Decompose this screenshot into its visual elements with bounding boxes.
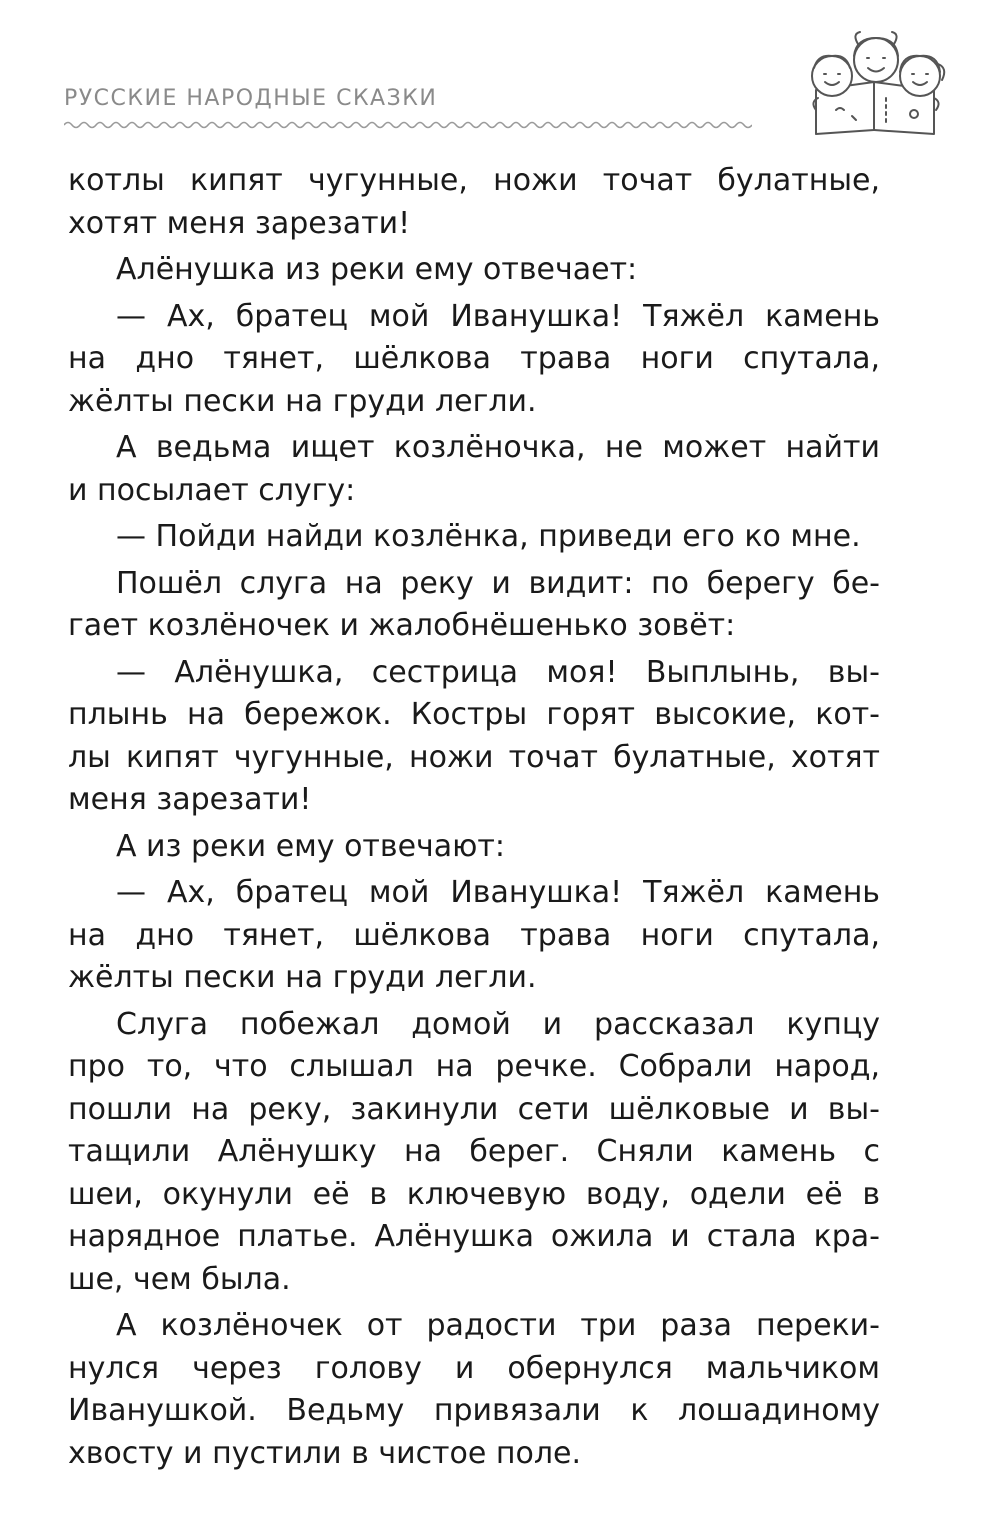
text-line: Пошёл слуга на реку и видит: по берегу бе-	[116, 565, 880, 601]
text-line: на дно тянет, шёлкова трава ноги спутала,	[68, 341, 880, 376]
story-paragraph	[68, 826, 880, 869]
text-line: ше, чем была.	[68, 1261, 291, 1297]
text-line: А из реки ему отвечают:	[116, 828, 505, 864]
text-line: — Пойди найди козлёнка, приведи его ко мне.	[116, 519, 861, 554]
text-line: Алёнушка из реки ему отвечает:	[116, 252, 638, 287]
story-paragraph	[68, 249, 880, 292]
text-line: хотят меня зарезати!	[68, 205, 411, 241]
text-line: на дно тянет, шёлкова трава ноги спутала,	[68, 917, 880, 953]
text-line: жёлты пески на груди легли.	[68, 960, 537, 995]
text-line: шеи, окунули её в ключевую воду, одели её в	[68, 1176, 880, 1212]
text-line: и посылает слугу:	[68, 472, 356, 508]
text-line: А ведьма ищет козлёночка, не может найти	[116, 430, 880, 465]
text-line: лы кипят чугунные, ножи точат булатные, хотят	[68, 739, 880, 775]
story-paragraph	[68, 1305, 880, 1475]
text-line: — Ах, братец мой Иванушка! Тяжёл камень	[116, 298, 880, 334]
story-paragraph	[68, 516, 880, 559]
text-line: плынь на бережок. Костры горят высокие, кот-	[68, 697, 880, 732]
text-line: Иванушкой. Ведьму привязали к лошадиному	[68, 1393, 880, 1428]
story-paragraph	[68, 872, 880, 1000]
header-wavy-rule	[64, 118, 752, 132]
text-line: меня зарезати!	[68, 782, 312, 817]
story-paragraph	[68, 563, 880, 648]
children-reading-book-icon	[796, 24, 956, 136]
text-line: нарядное платье. Алёнушка ожила и стала кра-	[68, 1219, 880, 1254]
text-line: нулся через голову и обернулся мальчиком	[68, 1350, 880, 1386]
text-line: про то, что слышал на речке. Собрали народ,	[68, 1049, 880, 1084]
story-paragraph	[68, 652, 880, 822]
text-line: пошли на реку, закинули сети шёлковые и вы-	[68, 1091, 880, 1127]
text-line: — Ах, братец мой Иванушка! Тяжёл камень	[116, 875, 880, 910]
story-paragraph	[68, 1004, 880, 1302]
story-paragraph	[68, 160, 880, 245]
text-line: Слуга побежал домой и рассказал купцу	[116, 1006, 880, 1042]
running-header-title: РУССКИЕ НАРОДНЫЕ СКАЗКИ	[64, 86, 438, 111]
text-line: жёлты пески на груди легли.	[68, 383, 537, 419]
text-line: А козлёночек от радости три раза переки-	[116, 1308, 880, 1343]
text-line: — Алёнушка, сестрица моя! Выплынь, вы-	[116, 654, 880, 690]
story-text	[68, 160, 880, 1479]
story-paragraph	[68, 296, 880, 424]
text-line: тащили Алёнушку на берег. Сняли камень с	[68, 1134, 880, 1169]
text-line: котлы кипят чугунные, ножи точат булатные,	[68, 163, 880, 198]
text-line: хвосту и пустили в чистое поле.	[68, 1435, 582, 1471]
story-paragraph	[68, 427, 880, 512]
text-line: гает козлёночек и жалобнёшенько зовёт:	[68, 608, 736, 643]
